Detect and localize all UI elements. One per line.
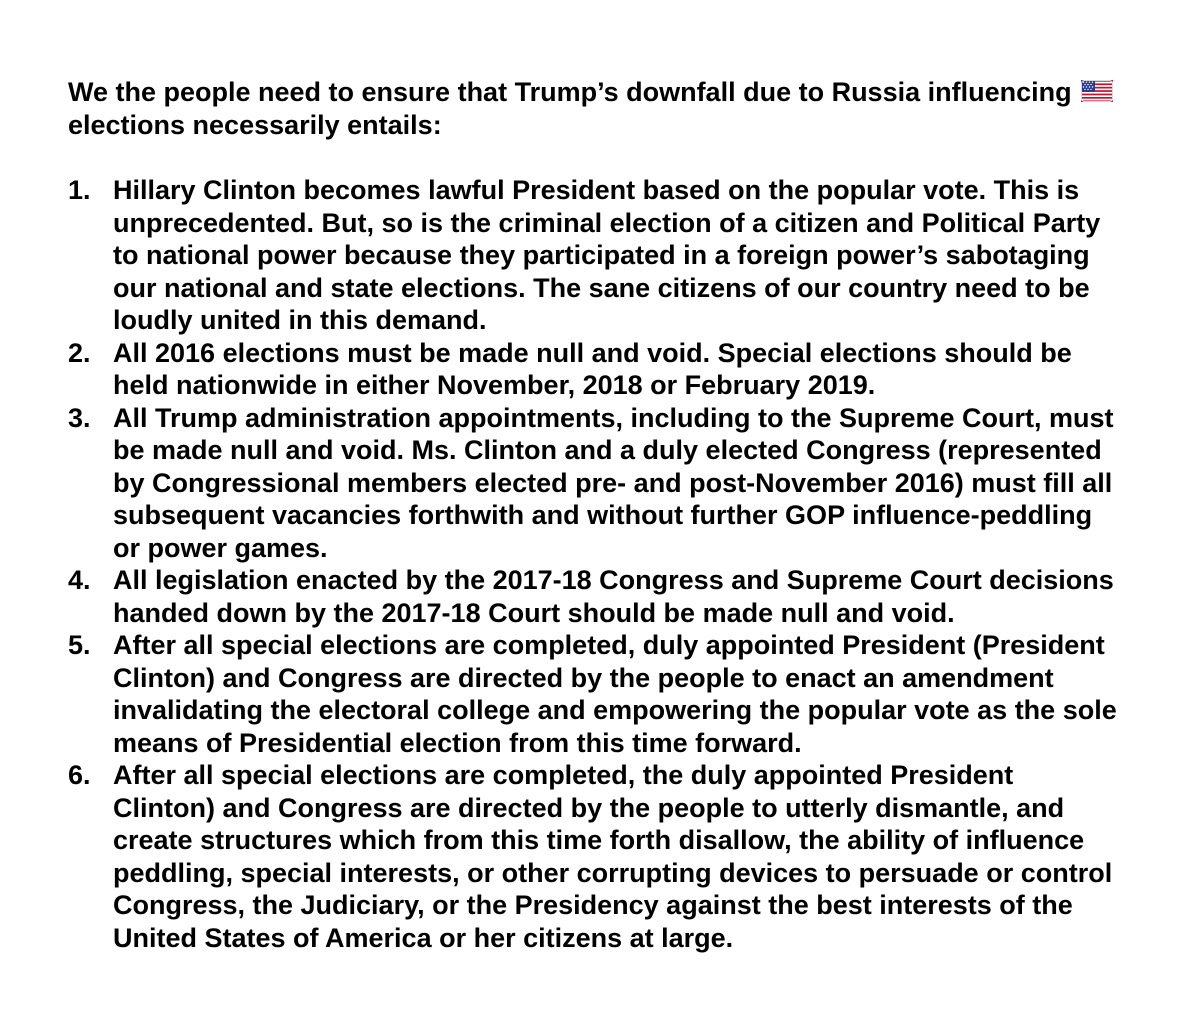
list-item [68,337,1178,402]
list-item [68,759,1178,954]
text-line: unprecedented. But, so is the criminal election of a citizen and Political Party [113,207,1101,238]
text-line: United States of America or her citizens at large. [113,922,734,953]
text-line: handed down by the 2017-18 Court should be made null and void. [113,597,955,628]
list-item-text [113,759,1178,954]
text-line: All Trump administration appointments, including to the Supreme Court, must [113,402,1114,433]
text-line: After all special elections are completed, the duly appointed President [113,760,1014,790]
list-item-text [113,337,1178,402]
text-line: our national and state elections. The sane citizens of our country need to be [113,272,1090,303]
text-line: create structures which from this time forth disallow, the ability of influence [113,825,1085,855]
text-line: After all special elections are completed, duly appointed President (President [113,630,1105,660]
text-line: held nationwide in either November, 2018 or February 2019. [113,370,876,400]
intro-paragraph [68,76,1178,141]
text-line: Hillary Clinton becomes lawful President based on the popular vote. This is [113,175,1080,205]
text-line: subsequent vacancies forthwith and without further GOP influence-peddling [113,500,1093,530]
list-number: 6. [68,760,91,790]
text-line: All legislation enacted by the 2017-18 Congress and Supreme Court decisions [113,565,1114,595]
list-item-text [113,629,1178,759]
demands-list [68,174,1178,954]
text-line: peddling, special interests, or other corrupting devices to persuade or control [113,857,1113,888]
list-number: 2. [68,337,91,368]
text-line: to national power because they participated in a foreign power’s sabotaging [113,240,1090,270]
list-number: 1. [68,175,91,205]
document-body [68,76,1178,954]
list-item-text [113,174,1178,337]
list-item [68,629,1178,759]
us-flag-icon [1081,80,1113,102]
list-item [68,564,1178,629]
list-number: 4. [68,565,91,595]
text-line: Clinton) and Congress are directed by the people to utterly dismantle, and [113,792,1065,823]
intro-line-2: elections necessarily entails: [68,109,442,140]
list-number: 3. [68,402,91,433]
intro-line-1: We the people need to ensure that Trump’s downfall due to Russia influencing [68,77,1072,107]
text-line: invalidating the electoral college and empowering the popular vote as the sole [113,695,1117,725]
text-line: be made null and void. Ms. Clinton and a duly elected Congress (represented [113,435,1102,465]
list-item-text [113,564,1178,629]
text-line: by Congressional members elected pre- and post-November 2016) must fill all [113,467,1113,498]
list-item-text [113,402,1178,565]
list-item [68,402,1178,565]
text-line: or power games. [113,532,328,563]
text-line: loudly united in this demand. [113,305,487,335]
list-number: 5. [68,630,91,660]
text-line: means of Presidential election from this time forward. [113,727,802,758]
text-line: Congress, the Judiciary, or the Presidency against the best interests of the [113,890,1073,920]
list-item [68,174,1178,337]
text-line: Clinton) and Congress are directed by the people to enact an amendment [113,662,1054,693]
text-line: All 2016 elections must be made null and void. Special elections should be [113,337,1072,368]
